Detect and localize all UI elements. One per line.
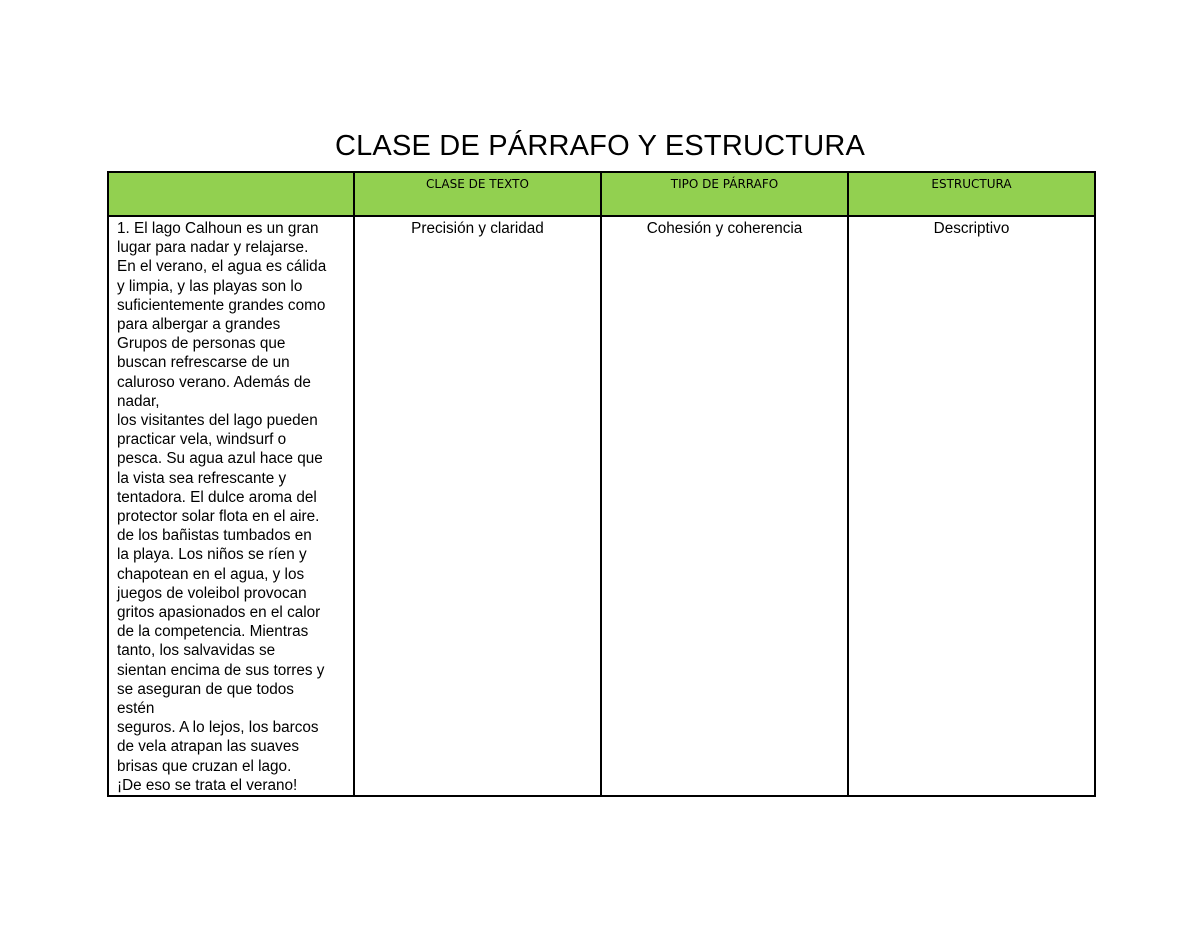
paragraph-line: ¡De eso se trata el verano! [117, 776, 298, 794]
header-estructura: ESTRUCTURA [848, 172, 1095, 216]
paragraph-line: gritos apasionados en el calor [117, 604, 321, 622]
table-row [108, 216, 1095, 796]
paragraph-line: suficientemente grandes como [117, 296, 326, 314]
table-header-row [108, 172, 1095, 216]
paragraph-line: pesca. Su agua azul hace que [117, 450, 323, 468]
paragraph-line: de vela atrapan las suaves [117, 738, 299, 756]
paragraph-line: la playa. Los niños se ríen y [117, 546, 307, 564]
paragraph-line: nadar, [117, 392, 160, 410]
paragraph-line: En el verano, el agua es cálida [117, 258, 327, 276]
paragraph-line: se aseguran de que todos [117, 680, 294, 698]
paragraph-line: los visitantes del lago pueden [117, 412, 318, 430]
paragraph-line: juegos de voleibol provocan [117, 584, 307, 602]
paragraph-line: buscan refrescarse de un [117, 354, 290, 372]
estructura-cell: Descriptivo [848, 216, 1095, 796]
paragraph-line: Grupos de personas que [117, 335, 286, 353]
clase-de-texto-cell: Precisión y claridad [354, 216, 601, 796]
header-tipo-de-parrafo: TIPO DE PÁRRAFO [601, 172, 848, 216]
paragraph-line: sientan encima de sus torres y [117, 661, 325, 679]
paragraph-line: de la competencia. Mientras [117, 623, 309, 641]
paragraph-line: estén [117, 700, 155, 718]
paragraph-line: caluroso verano. Además de [117, 373, 311, 391]
paragraph-line: la vista sea refrescante y [117, 469, 287, 487]
paragraph-line: de los bañistas tumbados en [117, 527, 312, 545]
paragraph-line: brisas que cruzan el lago. [117, 757, 292, 775]
page-title: CLASE DE PÁRRAFO Y ESTRUCTURA [334, 130, 866, 162]
paragraph-line: protector solar flota en el aire. [117, 508, 320, 526]
paragraph-line: para albergar a grandes [117, 316, 281, 334]
header-clase-de-texto: CLASE DE TEXTO [354, 172, 601, 216]
header-empty-cell [108, 172, 354, 216]
paragraph-line: seguros. A lo lejos, los barcos [117, 719, 319, 737]
paragraph-line: practicar vela, windsurf o [117, 431, 287, 449]
paragraph-line: lugar para nadar y relajarse. [117, 239, 309, 257]
paragraph-cell [108, 216, 354, 796]
tipo-de-parrafo-cell: Cohesión y coherencia [601, 216, 848, 796]
paragraph-line: 1. El lago Calhoun es un gran [117, 220, 319, 237]
paragraph-line: tentadora. El dulce aroma del [117, 488, 317, 506]
paragraph-line: chapotean en el agua, y los [117, 565, 305, 583]
paragraph-line: tanto, los salvavidas se [117, 642, 276, 660]
paragraph-analysis-table [107, 171, 1096, 797]
paragraph-line: y limpia, y las playas son lo [117, 277, 303, 295]
